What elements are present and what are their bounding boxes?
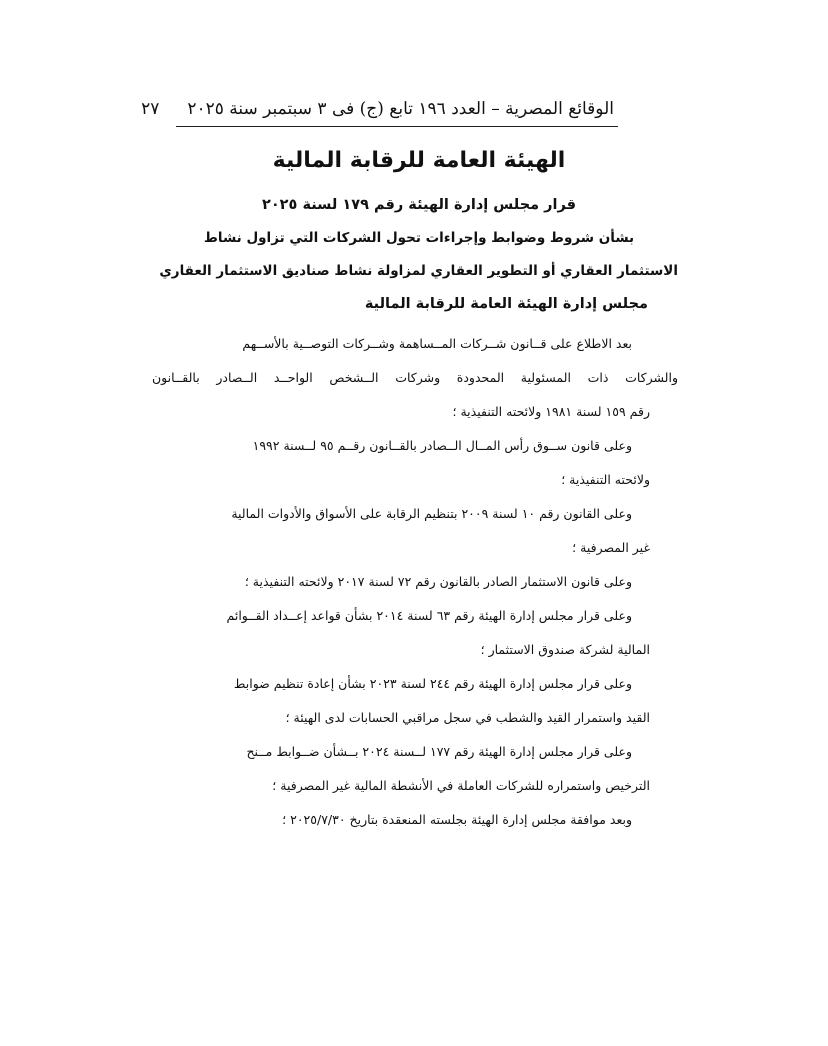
preamble-line: وعلى القانون رقم ١٠ لسنة ٢٠٠٩ بتنظيم الرقابة على الأسواق والأدوات المالية	[231, 506, 632, 521]
preamble-line: بعد الاطلاع على قــانون شــركات المــساهمة وشــركات التوصــية بالأســهم	[242, 336, 632, 351]
preamble-line: وعلى قانون الاستثمار الصادر بالقانون رقم ٧٢ لسنة ٢٠١٧ ولائحته التنفيذية ؛	[244, 574, 632, 589]
preamble-line: رقم ١٥٩ لسنة ١٩٨١ ولائحته التنفيذية ؛	[452, 404, 650, 419]
preamble-line: والشركات ذات المسئولية المحدودة وشركات الــشخص الواحــد الــصادر بالقــانون	[152, 370, 678, 385]
decree-title: قرار مجلس إدارة الهيئة رقم ١٧٩ لسنة ٢٠٢٥	[261, 197, 577, 213]
decree-subject-line: الاستثمار العقاري أو التطوير العقاري لمزاولة نشاط صناديق الاستثمار العقاري	[159, 263, 678, 279]
issuing-body-heading: مجلس إدارة الهيئة العامة للرقابة المالية	[364, 296, 648, 312]
page-number: ٢٧	[141, 99, 160, 119]
preamble-line: الترخيص واستمراره للشركات العاملة في الأنشطة المالية غير المصرفية ؛	[272, 778, 650, 793]
preamble-line: وعلى قرار مجلس إدارة الهيئة رقم ٦٣ لسنة ٢٠١٤ بشأن قواعد إعــداد القــوائم	[226, 608, 632, 623]
header-divider	[176, 126, 618, 127]
decree-subject-line: بشأن شروط وضوابط وإجراءات تحول الشركات التي تزاول نشاط	[203, 230, 635, 246]
running-header-title: الوقائع المصرية – العدد ١٩٦ تابع (ج) فى ٣ سبتمبر سنة ٢٠٢٥	[187, 99, 614, 119]
preamble-line: وعلى قرار مجلس إدارة الهيئة رقم ١٧٧ لــسنة ٢٠٢٤ بــشأن ضــوابط مــنح	[246, 744, 632, 759]
preamble-line: غير المصرفية ؛	[572, 540, 650, 555]
preamble-line: وبعد موافقة مجلس إدارة الهيئة بجلسته المنعقدة بتاريخ ٢٠٢٥/٧/٣٠ ؛	[282, 812, 632, 827]
preamble-line: ولائحته التنفيذية ؛	[561, 472, 650, 487]
preamble-line: المالية لشركة صندوق الاستثمار ؛	[480, 642, 650, 657]
authority-title: الهيئة العامة للرقابة المالية	[272, 148, 566, 173]
preamble-line: وعلى قرار مجلس إدارة الهيئة رقم ٢٤٤ لسنة ٢٠٢٣ بشأن إعادة تنظيم ضوابط	[233, 676, 632, 691]
preamble-line: وعلى قانون ســوق رأس المــال الــصادر بالقــانون رقــم ٩٥ لــسنة ١٩٩٢	[252, 438, 632, 453]
preamble-line: القيد واستمرار القيد والشطب في سجل مراقبي الحسابات لدى الهيئة ؛	[285, 710, 650, 725]
running-header	[141, 96, 614, 122]
